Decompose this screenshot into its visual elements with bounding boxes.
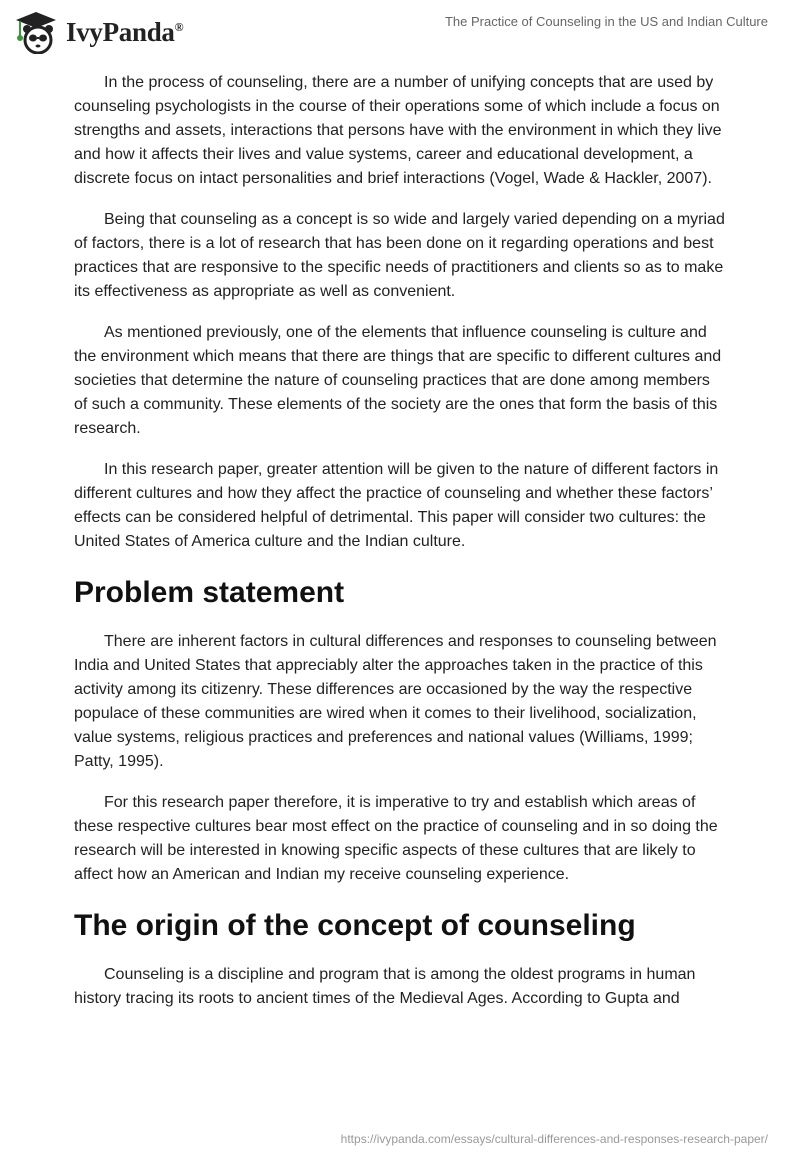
- paragraph: In this research paper, greater attention will be given to the nature of different factors in different cultures and how they affect the practice of counseling and whether these factors’ effects can be considered helpful of detrimental. This paper will consider two cultures: the United States of America culture and the Indian culture.: [74, 461, 719, 550]
- logo-text: IvyPanda®: [66, 16, 184, 47]
- ivypanda-logo[interactable]: [12, 10, 183, 54]
- paragraph: Being that counseling as a concept is so wide and largely varied depending on a myriad of factors, there is a lot of research that has been done on it regarding operations and best practices that are responsive to the specific needs of practitioners and clients so as to make its effectiveness as appropriate as well as convenient.: [74, 211, 725, 300]
- section-heading-problem-statement: Problem statement: [74, 576, 345, 609]
- essay-body: [74, 71, 726, 1028]
- section-heading-origin: The origin of the concept of counseling: [74, 909, 636, 942]
- paragraph: For this research paper therefore, it is imperative to try and establish which areas of these respective cultures bear most effect on the practice of counseling and in so doing the research will be interested in knowing specific aspects of these cultures that are likely to affect how an American and Indian my receive counseling experience.: [74, 794, 718, 883]
- paragraph: In the process of counseling, there are a number of unifying concepts that are used by counseling psychologists in the course of their operations some of which include a focus on strengths and assets, interactions that persons have with the environment in which they live and how it affects their lives and value systems, career and educational development, a discrete focus on intact personalities and brief interactions (Vogel, Wade & Hackler, 2007).: [74, 74, 722, 187]
- source-url-link[interactable]: https://ivypanda.com/essays/cultural-differences-and-responses-research-paper/: [340, 1132, 768, 1146]
- paragraph: There are inherent factors in cultural differences and responses to counseling between India and United States that appreciably alter the approaches taken in the practice of this activity among its citizenry. These differences are occasioned by the way the respective populace of these communities are wired when it comes to their livelihood, socialization, value systems, religious practices and preferences and national values (Williams, 1999; Patty, 1995).: [74, 633, 717, 770]
- paragraph: Counseling is a discipline and program that is among the oldest programs in human history tracing its roots to ancient times of the Medieval Ages. According to Gupta and: [74, 966, 696, 1007]
- panda-graduate-icon: [12, 10, 60, 54]
- document-title: The Practice of Counseling in the US and Indian Culture: [444, 14, 768, 29]
- page-header: [0, 0, 800, 60]
- paragraph: As mentioned previously, one of the elements that influence counseling is culture and the environment which means that there are things that are specific to different cultures and societies that determine the nature of counseling practices that are done among members of such a community. These elements of the society are the ones that form the basis of this research.: [74, 324, 722, 437]
